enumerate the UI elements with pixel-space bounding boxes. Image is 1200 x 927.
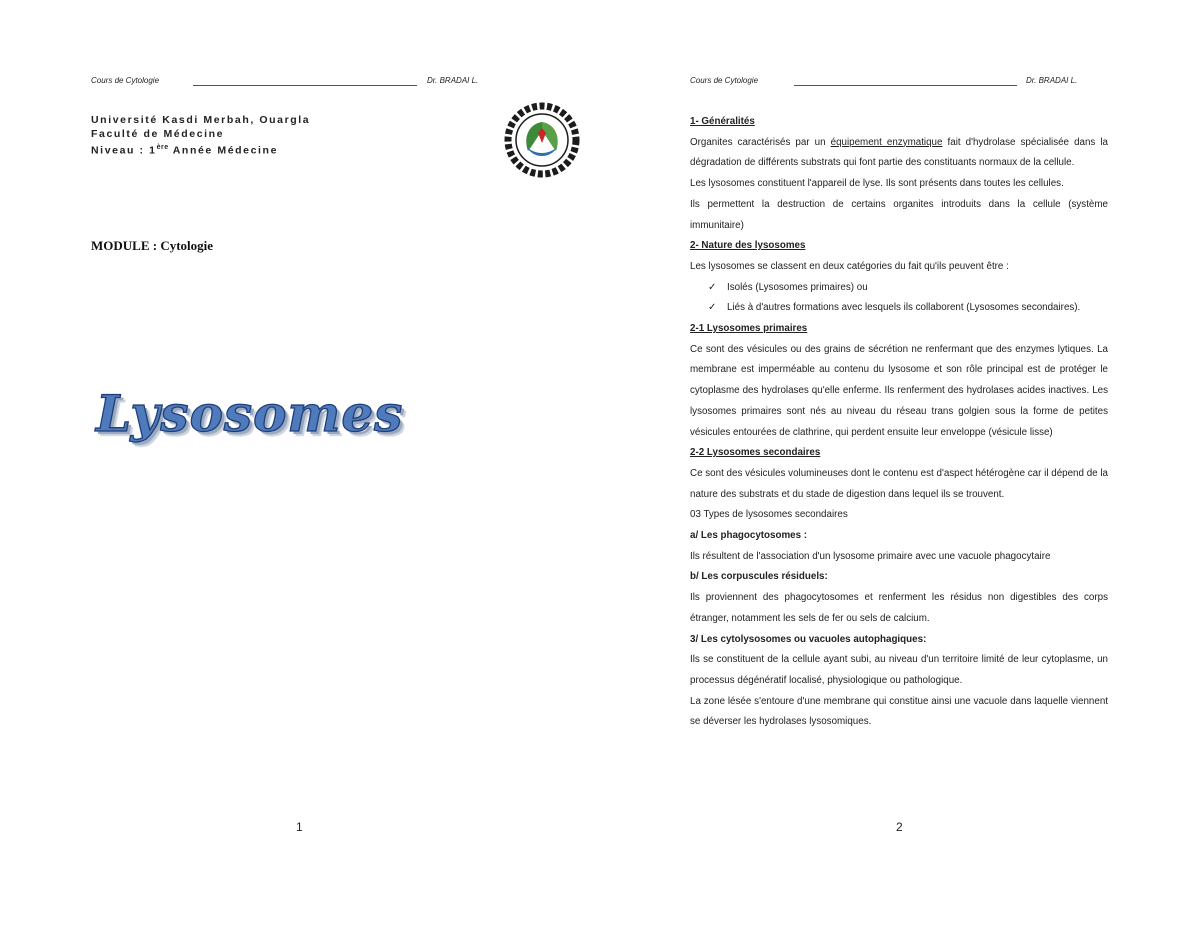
check-icon: ✓ xyxy=(708,281,717,293)
section-1-heading: 1- Généralités xyxy=(690,116,755,127)
section-2-1-paragraph: Ce sont des vésicules ou des grains de sécrétion ne renfermant que des enzymes lytiques. La membrane est imperméable au contenu du lysosome et son rôle principal est de protéger le cytoplasme des hydrolases qu'elle enferme. Ils renferment des hydrolases acides inactives. Les lysosomes primaires sont nés au niveau du réseau trans golgien sous la forme de petites vésicules entourées de clathrine, qui perdent ensuite leur enveloppe (vésicule lisse) xyxy=(690,343,1108,438)
list-item: ✓ Isolés (Lysosomes primaires) ou xyxy=(690,278,1108,299)
level-sup: ère xyxy=(156,144,169,151)
check-icon: ✓ xyxy=(708,302,717,314)
section-2-paragraph: Les lysosomes se classent en deux catégories du fait qu'ils peuvent être : xyxy=(690,260,1009,272)
residual-bodies-paragraph: Ils proviennent des phagocytosomes et renferment les résidus non digestibles des corps étranger, notamment les sels de fer ou sels de calcium. xyxy=(690,592,1108,624)
section-2-heading: 2- Nature des lysosomes xyxy=(690,240,806,252)
university-seal-logo xyxy=(497,93,587,183)
header-author: Dr. BRADAI L. xyxy=(427,76,479,85)
page-number: 2 xyxy=(896,820,903,834)
section-2-1-heading: 2-1 Lysosomes primaires xyxy=(690,323,808,335)
cytolysosomes-heading: 3/ Les cytolysosomes ou vacuoles autophagiques: xyxy=(690,633,927,645)
university-block xyxy=(91,114,310,158)
cytolysosomes-paragraph-1: Ils se constituent de la cellule ayant subi, au niveau d'un territoire limité de leur cytoplasme, un processus dégénératif localisé, physiologique ou pathologique. xyxy=(690,654,1108,686)
faculty-name: Faculté de Médecine xyxy=(91,127,225,140)
residual-bodies-heading: b/ Les corpuscules résiduels: xyxy=(690,571,828,583)
header-author: Dr. BRADAI L. xyxy=(1026,76,1078,85)
document-title: Lysosomes xyxy=(96,384,404,443)
header-course: Cours de Cytologie xyxy=(91,76,160,85)
section-1-paragraph-2: Les lysosomes constituent l'appareil de lyse. Ils sont présents dans toutes les cellules. xyxy=(690,178,1064,190)
list-item: ✓ Liés à d'autres formations avec lesquels ils collaborent (Lysosomes secondaires). xyxy=(690,298,1108,319)
phagocytosomes-heading: a/ Les phagocytosomes : xyxy=(690,530,808,542)
university-name: Université Kasdi Merbah, Ouargla xyxy=(91,114,311,126)
header-rule xyxy=(193,85,417,86)
cytolysosomes-paragraph-2: La zone lésée s'entoure d'une membrane qui constitue ainsi une vacuole dans laquelle viennent se déverser les hydrolases lysosomiques. xyxy=(690,695,1108,728)
section-1-paragraph-3: Ils permettent la destruction de certains organites introduits dans la cellule (système immunitaire) xyxy=(690,198,1108,231)
level-suffix: Année Médecine xyxy=(168,144,279,157)
phagocytosomes-paragraph: Ils résultent de l'association d'un lysosome primaire avec une vacuole phagocytaire xyxy=(690,550,1051,562)
header-rule xyxy=(794,85,1017,86)
module-title: MODULE : Cytologie xyxy=(91,238,214,253)
section-1-paragraph-1: Organites caractérisés par un équipement enzymatique fait d'hydrolase spécialisée dans la dégradation de différents substrats qui font partie des constituants normaux de la cellule. xyxy=(690,136,1109,169)
section-2-2-paragraph: Ce sont des vésicules volumineuses dont le contenu est d'aspect hétérogène car il dépend de la nature des substrats et du stade de digestion dans lequel ils se trouvent. xyxy=(690,467,1108,500)
page-number: 1 xyxy=(296,820,303,834)
level-line xyxy=(91,141,310,158)
section-3-heading: 03 Types de lysosomes secondaires xyxy=(690,509,848,521)
page-2-body xyxy=(690,112,1108,733)
header-course: Cours de Cytologie xyxy=(690,76,759,85)
section-2-2-heading: 2-2 Lysosomes secondaires xyxy=(690,447,821,459)
enzyme-term: équipement enzymatique xyxy=(830,136,943,148)
level-prefix: Niveau : 1 xyxy=(91,144,157,157)
